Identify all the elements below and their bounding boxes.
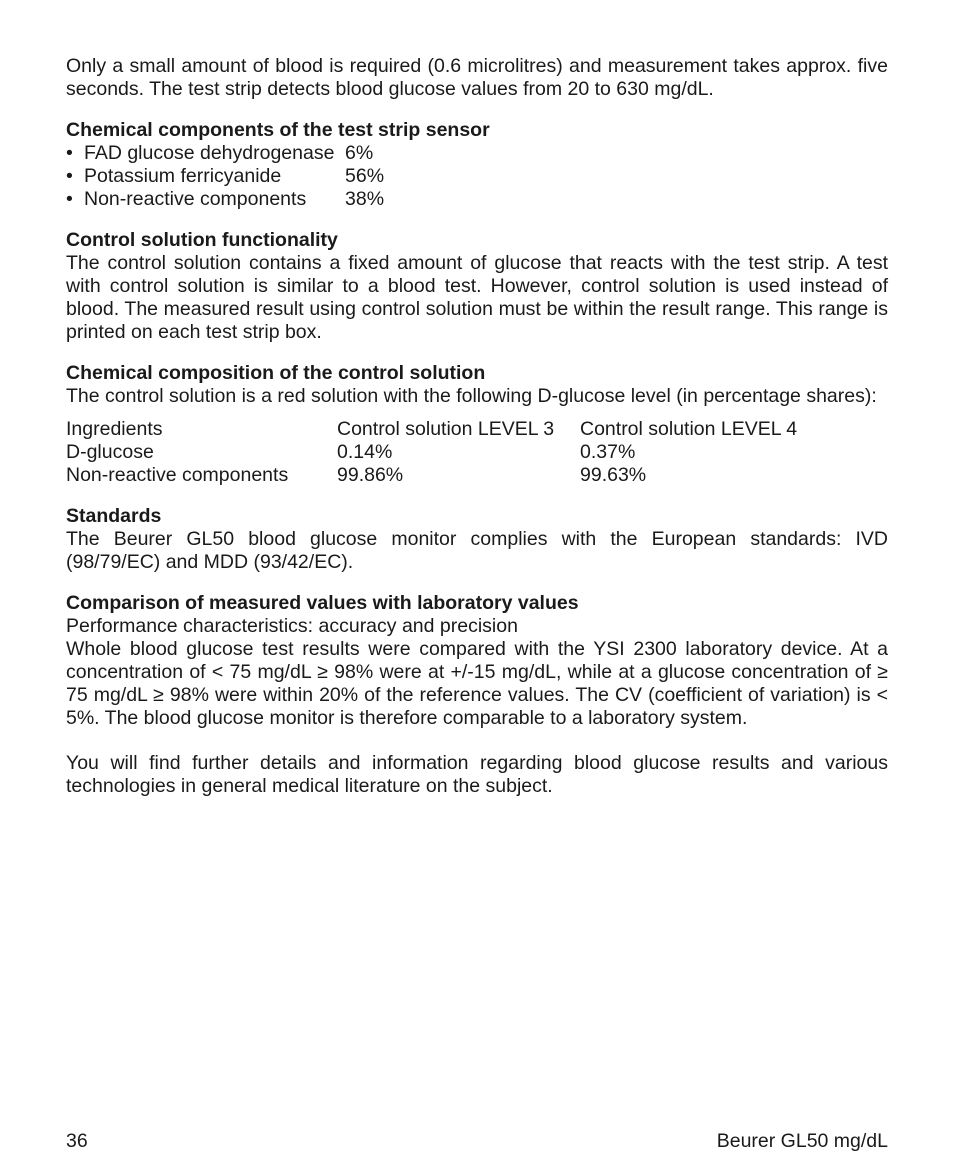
sensor-list <box>66 142 888 211</box>
table-row <box>66 464 797 487</box>
component-value: 38% <box>345 188 385 210</box>
component-name: Non-reactive components <box>84 188 307 210</box>
page-footer <box>66 1130 888 1153</box>
bullet-icon: • <box>66 188 73 210</box>
control-paragraph: The control solution contains a fixed amount of glucose that reacts with the test strip. A test with control solution is similar to a blood test. However, control solution is used instead of blood. The measured result using control solution must be within the result range. This range is printed on each test strip box. <box>66 252 888 343</box>
standards-paragraph: The Beurer GL50 blood glucose monitor complies with the European standards: IVD (98/79/EC) and MDD (93/42/EC). <box>66 528 888 573</box>
component-value: 6% <box>345 142 374 164</box>
table-header-row <box>66 418 797 441</box>
comparison-heading: Comparison of measured values with laboratory values <box>66 592 579 614</box>
composition-paragraph: The control solution is a red solution with the following D-glucose level (in percentage shares): <box>66 385 877 407</box>
list-item <box>66 142 888 165</box>
bullet-icon: • <box>66 142 73 164</box>
comparison-section <box>66 592 888 730</box>
standards-heading: Standards <box>66 505 162 527</box>
comparison-subtitle: Performance characteristics: accuracy and precision <box>66 615 518 637</box>
component-name: FAD glucose dehydrogenase <box>84 142 335 164</box>
composition-heading: Chemical composition of the control solution <box>66 362 486 384</box>
bullet-icon: • <box>66 165 73 187</box>
page-content <box>66 55 888 798</box>
composition-section <box>66 362 888 487</box>
product-name: Beurer GL50 mg/dL <box>716 1130 888 1152</box>
table-cell: 0.37% <box>580 441 636 463</box>
further-paragraph: You will find further details and information regarding blood glucose results and various technologies in general medical literature on the subject. <box>66 752 888 797</box>
composition-table <box>66 418 797 487</box>
control-heading: Control solution functionality <box>66 229 338 251</box>
table-header-cell: Ingredients <box>66 418 163 440</box>
table-cell: D-glucose <box>66 441 154 463</box>
table-cell: 0.14% <box>337 441 393 463</box>
table-header-cell: Control solution LEVEL 4 <box>580 418 798 440</box>
component-name: Potassium ferricyanide <box>84 165 282 187</box>
sensor-section <box>66 119 888 211</box>
sensor-heading: Chemical components of the test strip sensor <box>66 119 490 141</box>
table-cell: 99.63% <box>580 464 647 486</box>
table-row <box>66 441 797 464</box>
standards-section <box>66 505 888 574</box>
comparison-paragraph: Whole blood glucose test results were compared with the YSI 2300 laboratory device. At a concentration of < 75 mg/dL ≥ 98% were at +/-15 mg/dL, while at a glucose concentration of ≥ 75 mg/dL ≥ 98% were within 20% of the reference values. The CV (coefficient of variation) is < 5%. The blood glucose monitor is therefore comparable to a laboratory system. <box>66 638 888 729</box>
list-item <box>66 188 888 211</box>
table-cell: 99.86% <box>337 464 404 486</box>
intro-paragraph: Only a small amount of blood is required (0.6 microlitres) and measurement takes approx. five seconds. The test strip detects blood glucose values from 20 to 630 mg/dL. <box>66 55 888 100</box>
table-header-cell: Control solution LEVEL 3 <box>337 418 555 440</box>
component-value: 56% <box>345 165 385 187</box>
table-cell: Non-reactive components <box>66 464 289 486</box>
control-section <box>66 229 888 344</box>
list-item <box>66 165 888 188</box>
page-number: 36 <box>66 1130 88 1152</box>
